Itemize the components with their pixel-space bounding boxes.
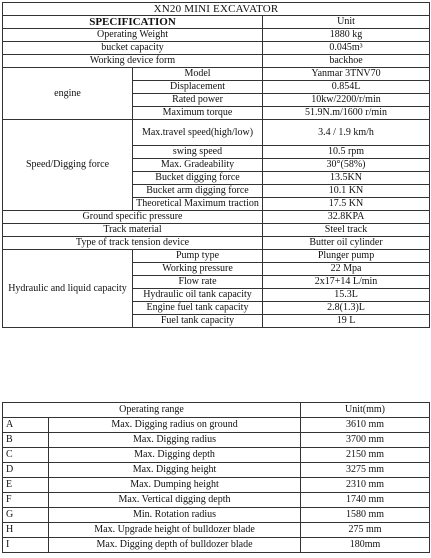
spec-value: 51.9N.m/1600 r/min: [263, 107, 430, 120]
range-key: E: [3, 478, 49, 493]
range-value: 1740 mm: [301, 493, 430, 508]
spec-label: Hydraulic oil tank capacity: [133, 289, 263, 302]
table-row: [3, 29, 430, 42]
range-label: Max. Digging radius on ground: [49, 418, 301, 433]
spec-label: Type of track tension device: [3, 237, 263, 250]
range-label: Max. Upgrade height of bulldozer blade: [49, 523, 301, 538]
spec-value: 2.8(1.3)L: [263, 302, 430, 315]
range-key: C: [3, 448, 49, 463]
table-row: [3, 478, 430, 493]
operating-range-table: [2, 402, 430, 553]
range-key: F: [3, 493, 49, 508]
range-label: Min. Rotation radius: [49, 508, 301, 523]
spec-value: 2x17+14 L/min: [263, 276, 430, 289]
table-row: [3, 68, 430, 81]
range-label: Max. Vertical digging depth: [49, 493, 301, 508]
spec-label: Maximum torque: [133, 107, 263, 120]
spec-value: 32.8KPA: [263, 211, 430, 224]
spec-label: Max.travel speed(high/low): [133, 120, 263, 146]
spec-value: 10kw/2200/r/min: [263, 94, 430, 107]
spec-value: Steel track: [263, 224, 430, 237]
range-key: I: [3, 538, 49, 553]
table-row: [3, 493, 430, 508]
table-row: [3, 237, 430, 250]
table-row: [3, 224, 430, 237]
spec-label: Pump type: [133, 250, 263, 263]
document-title: XN20 MINI EXCAVATOR: [3, 3, 430, 16]
spec-header-label: SPECIFICATION: [3, 16, 263, 29]
spec-value: 30°(58%): [263, 159, 430, 172]
range-value: 2310 mm: [301, 478, 430, 493]
range-key: H: [3, 523, 49, 538]
range-value: 3610 mm: [301, 418, 430, 433]
spec-label: Working device form: [3, 55, 263, 68]
spec-label: Displacement: [133, 81, 263, 94]
table-row: [3, 418, 430, 433]
range-value: 180mm: [301, 538, 430, 553]
spec-value: 1880 kg: [263, 29, 430, 42]
table-row: [3, 523, 430, 538]
spec-label: Bucket digging force: [133, 172, 263, 185]
range-header-label: Operating range: [3, 403, 301, 418]
spec-value: 13.5KN: [263, 172, 430, 185]
table-row: [3, 508, 430, 523]
spec-label: Bucket arm digging force: [133, 185, 263, 198]
group-label-speed: Speed/Digging force: [3, 120, 133, 211]
group-label-engine: engine: [3, 68, 133, 120]
specification-table: [2, 2, 430, 328]
range-label: Max. Digging depth of bulldozer blade: [49, 538, 301, 553]
table-row: [3, 448, 430, 463]
spec-value: Butter oil cylinder: [263, 237, 430, 250]
range-header-unit: Unit(mm): [301, 403, 430, 418]
table-row: [3, 55, 430, 68]
spec-value: 17.5 KN: [263, 198, 430, 211]
spec-value: 15.3L: [263, 289, 430, 302]
spec-label: Rated power: [133, 94, 263, 107]
spec-label: Track material: [3, 224, 263, 237]
range-key: B: [3, 433, 49, 448]
spec-label: Model: [133, 68, 263, 81]
range-label: Max. Digging radius: [49, 433, 301, 448]
spec-label: swing speed: [133, 146, 263, 159]
spec-label: Max. Gradeability: [133, 159, 263, 172]
spec-label: Engine fuel tank capacity: [133, 302, 263, 315]
range-key: A: [3, 418, 49, 433]
spec-header-unit: Unit: [263, 16, 430, 29]
spec-value: 22 Mpa: [263, 263, 430, 276]
spec-label: Theoretical Maximum traction: [133, 198, 263, 211]
table-row: [3, 120, 430, 146]
spec-value: Plunger pump: [263, 250, 430, 263]
spec-value: 10.5 rpm: [263, 146, 430, 159]
range-key: D: [3, 463, 49, 478]
range-value: 3700 mm: [301, 433, 430, 448]
range-value: 1580 mm: [301, 508, 430, 523]
spec-label: Flow rate: [133, 276, 263, 289]
group-label-hydraulic: Hydraulic and liquid capacity: [3, 250, 133, 328]
spec-value: 0.045m³: [263, 42, 430, 55]
range-label: Max. Digging height: [49, 463, 301, 478]
range-label: Max. Digging depth: [49, 448, 301, 463]
table-row: [3, 463, 430, 478]
range-value: 2150 mm: [301, 448, 430, 463]
range-value: 3275 mm: [301, 463, 430, 478]
spec-value: 0.854L: [263, 81, 430, 94]
spec-label: Ground specific pressure: [3, 211, 263, 224]
range-key: G: [3, 508, 49, 523]
table-row: [3, 42, 430, 55]
spec-label: Fuel tank capacity: [133, 315, 263, 328]
spec-value: 19 L: [263, 315, 430, 328]
range-value: 275 mm: [301, 523, 430, 538]
table-row: [3, 433, 430, 448]
spec-value: 10.1 KN: [263, 185, 430, 198]
table-row: [3, 211, 430, 224]
spec-label: Operating Weight: [3, 29, 263, 42]
spec-value: backhoe: [263, 55, 430, 68]
table-row: [3, 250, 430, 263]
spec-value: 3.4 / 1.9 km/h: [263, 120, 430, 146]
spec-label: bucket capacity: [3, 42, 263, 55]
range-label: Max. Dumping height: [49, 478, 301, 493]
spec-label: Working pressure: [133, 263, 263, 276]
table-row: [3, 538, 430, 553]
spec-value: Yanmar 3TNV70: [263, 68, 430, 81]
